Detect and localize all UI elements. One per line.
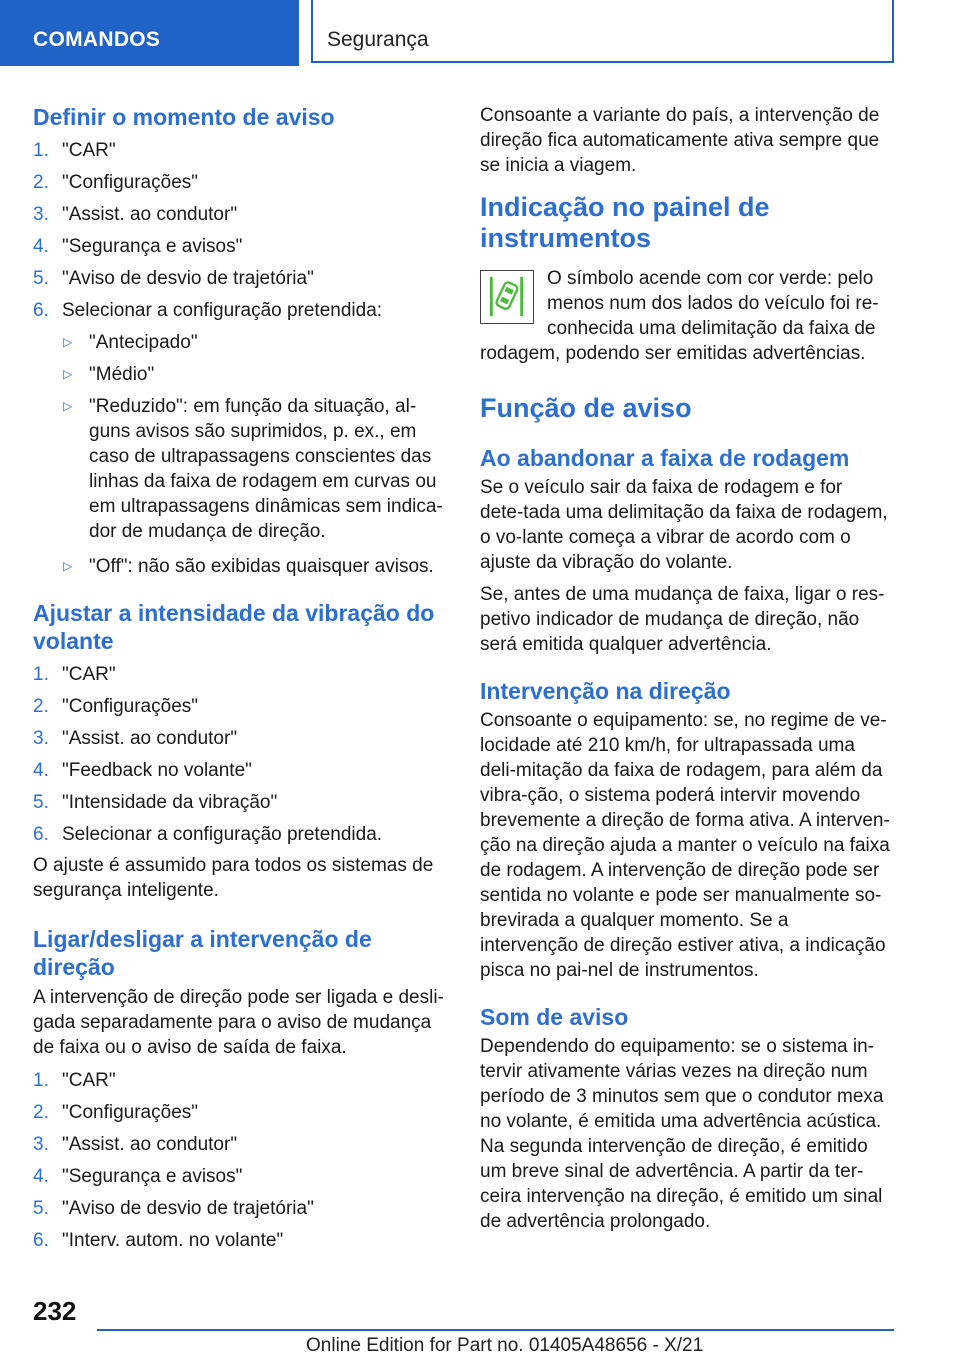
right-column	[480, 100, 890, 1234]
heading-instrument-display: Indicação no painel de instrumentos	[480, 192, 770, 253]
steps-list-3	[33, 1068, 445, 1253]
list-number: 4.	[33, 236, 49, 257]
list-number: 1.	[33, 664, 49, 685]
list-number: 6.	[33, 824, 49, 845]
country-paragraph: Consoante a variante do país, a intervenção de direção fica automaticamente ativa sempre que se inicia a viagem.	[480, 105, 880, 176]
list-number: 4.	[33, 760, 49, 781]
list-number: 6.	[33, 1230, 49, 1251]
list-number: 6.	[33, 300, 49, 321]
heading-steering-intervention: Intervenção na direção	[480, 678, 731, 704]
triangle-bullet-icon: ▷	[63, 335, 73, 349]
list-item	[33, 726, 445, 751]
sub-item-text: "Antecipado"	[89, 332, 198, 353]
list-item	[33, 1132, 445, 1157]
option-sublist	[33, 330, 445, 579]
list-item-text: "Aviso de desvio de trajetória"	[62, 268, 314, 289]
display-description	[480, 266, 890, 366]
header-section-label: COMANDOS	[33, 28, 161, 51]
list-item	[33, 758, 445, 783]
list-number: 3.	[33, 1134, 49, 1155]
list-item-text: "Configurações"	[62, 696, 199, 717]
toggle-paragraph: A intervenção de direção pode ser ligada e desli-gada separadamente para o aviso de mudança de faixa ou o aviso de saída de faixa.	[33, 987, 444, 1058]
list-item-text: "CAR"	[62, 664, 116, 685]
list-number: 1.	[33, 1070, 49, 1091]
list-item-text: "CAR"	[62, 1070, 116, 1091]
list-number: 2.	[33, 172, 49, 193]
sound-paragraph: Dependendo do equipamento: se o sistema in-tervir ativamente várias vezes na direção num período de 3 minutos sem que o condutor mexa no volante, é emitida uma advertência acústica. Na segunda intervenção de direção, é emitido um breve sinal de advertência. A partir da ter-ceira intervenção na direção, é emitido um sinal de advertência prolongado.	[480, 1036, 884, 1232]
heading-warning-sound: Som de aviso	[480, 1004, 629, 1030]
list-item	[33, 1068, 445, 1093]
sub-item-text: "Off": não são exibidas quaisquer avisos.	[89, 556, 434, 577]
list-item	[33, 822, 445, 847]
list-item-text: "Segurança e avisos"	[62, 1166, 243, 1187]
list-item-text: "Configurações"	[62, 172, 199, 193]
header-title: Segurança	[327, 28, 429, 51]
list-item	[33, 662, 445, 687]
sub-list-item	[33, 362, 445, 387]
list-number: 3.	[33, 728, 49, 749]
list-number: 2.	[33, 1102, 49, 1123]
triangle-bullet-icon: ▷	[63, 367, 73, 381]
steps-list-2	[33, 662, 445, 847]
page-number: 232	[33, 1296, 77, 1326]
lane-assist-green-icon	[480, 270, 534, 324]
leaving-paragraph-1: Se o veículo sair da faixa de rodagem e for dete-tada uma delimitação da faixa de rodagem, o vo-lante começa a vibrar de acordo com o ajuste da vibração do volante.	[480, 477, 888, 573]
sub-list-item	[33, 330, 445, 355]
sub-list-item	[33, 554, 445, 579]
list-item	[33, 298, 445, 323]
sub-item-text: "Médio"	[89, 364, 155, 385]
display-paragraph: O símbolo acende com cor verde: pelo menos num dos lados do veículo foi re-conhecida uma delimitação da faixa de rodagem, podendo ser emitidas advertências.	[480, 268, 879, 364]
list-number: 5.	[33, 268, 49, 289]
header-section-tab	[0, 0, 299, 66]
list-item-text: "Interv. autom. no volante"	[62, 1230, 284, 1251]
steps-list-1	[33, 138, 445, 323]
leaving-paragraph-2: Se, antes de uma mudança de faixa, ligar o res-petivo indicador de mudança de direção, não será emitida qualquer advertência.	[480, 584, 885, 655]
list-item-text: "Feedback no volante"	[62, 760, 252, 781]
list-item	[33, 170, 445, 195]
left-column	[33, 100, 445, 1253]
heading-toggle-steering: Ligar/desligar a intervenção de direção	[33, 926, 372, 980]
list-number: 3.	[33, 204, 49, 225]
list-item	[33, 1196, 445, 1221]
list-item-text: "Assist. ao condutor"	[62, 204, 238, 225]
list-number: 4.	[33, 1166, 49, 1187]
list-item-text: "Configurações"	[62, 1102, 199, 1123]
heading-warning-function: Função de aviso	[480, 393, 692, 423]
list-number: 5.	[33, 792, 49, 813]
sub-item-text: "Reduzido": em função da situação, al-guns avisos são suprimidos, p. ex., em caso de ultrapassagens conscientes das linhas da faixa de rodagem em curvas ou em ultrapassagens dinâmicas sem indica-dor de mudança de direção.	[89, 396, 443, 542]
list-item-text: Selecionar a configuração pretendida:	[62, 300, 383, 321]
list-item	[33, 694, 445, 719]
list-item	[33, 1164, 445, 1189]
list-item	[33, 790, 445, 815]
steering-paragraph: Consoante o equipamento: se, no regime de ve-locidade até 210 km/h, for ultrapassada uma deli-mitação da faixa de rodagem, para além da vibra-ção, o sistema poderá intervir movendo brevemente a direção de forma ativa. A interven-ção na direção ajuda a manter o veículo na faixa de rodagem. A intervenção de direção pode ser sentida no volante e pode ser manualmente so-brevirada a qualquer momento. Se a intervenção de direção estiver ativa, a indicação pisca no pai-nel de instrumentos.	[480, 710, 890, 981]
list-item-text: Selecionar a configuração pretendida.	[62, 824, 383, 845]
list-item-text: "Segurança e avisos"	[62, 236, 243, 257]
list-item	[33, 1228, 445, 1253]
list-item-text: "CAR"	[62, 140, 116, 161]
list-item	[33, 266, 445, 291]
heading-leaving-lane: Ao abandonar a faixa de rodagem	[480, 445, 850, 471]
list-item-text: "Assist. ao condutor"	[62, 1134, 238, 1155]
list-item	[33, 202, 445, 227]
header-title-box	[311, 0, 894, 63]
adjust-paragraph: O ajuste é assumido para todos os sistemas de segurança inteligente.	[33, 855, 434, 901]
list-item-text: "Assist. ao condutor"	[62, 728, 238, 749]
list-item-text: "Aviso de desvio de trajetória"	[62, 1198, 314, 1219]
list-number: 1.	[33, 140, 49, 161]
triangle-bullet-icon: ▷	[63, 559, 73, 573]
list-number: 5.	[33, 1198, 49, 1219]
list-number: 2.	[33, 696, 49, 717]
sub-list-item	[33, 394, 445, 544]
list-item-text: "Intensidade da vibração"	[62, 792, 278, 813]
footer-divider	[97, 1329, 894, 1331]
heading-define-warning-time: Definir o momento de aviso	[33, 104, 335, 130]
list-item	[33, 234, 445, 259]
footer-edition: Online Edition for Part no. 01405A48656 - X/21	[306, 1335, 704, 1356]
list-item	[33, 1100, 445, 1125]
list-item	[33, 138, 445, 163]
heading-vibration-intensity: Ajustar a intensidade da vibração do volante	[33, 600, 435, 654]
triangle-bullet-icon: ▷	[63, 399, 73, 413]
